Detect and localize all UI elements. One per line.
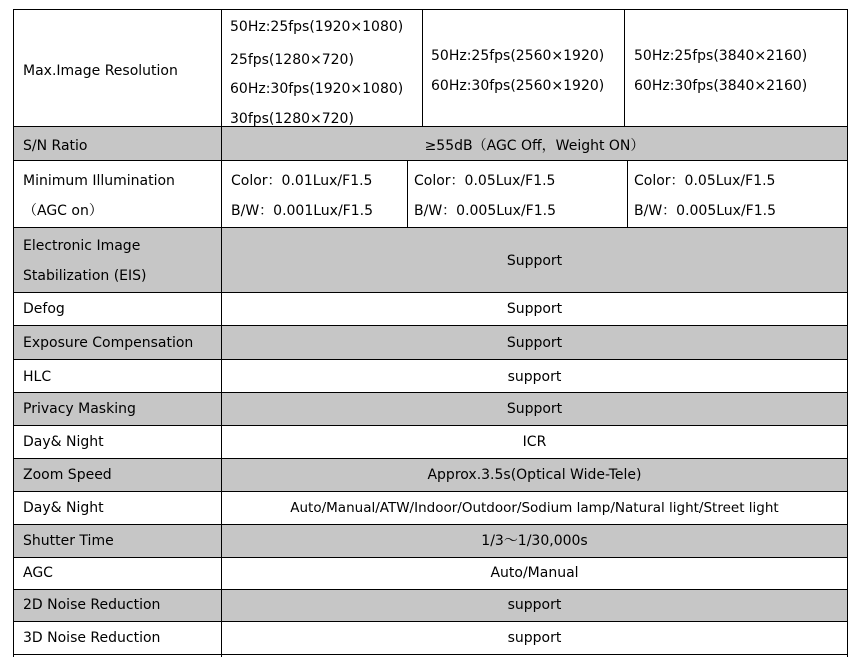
- value-hlc: support: [507, 369, 562, 385]
- res-col1-line4: 30fps(1280×720): [230, 111, 354, 126]
- res-col3-line1: 50Hz:25fps(3840×2160): [634, 48, 808, 64]
- label-hlc: HLC: [23, 369, 52, 385]
- h-border-12: [13, 557, 848, 558]
- col-divider-illum-2: [627, 161, 628, 227]
- label-defog: Defog: [23, 301, 65, 317]
- h-border-2: [13, 160, 848, 161]
- h-border-8: [13, 425, 848, 426]
- illum-col2-line1: Color：0.05Lux/F1.5: [414, 173, 556, 189]
- label-day-night-1: Day& Night: [23, 434, 104, 450]
- illum-col3-line1: Color：0.05Lux/F1.5: [634, 173, 776, 189]
- table-left-border: [13, 9, 14, 657]
- res-col3-line2: 60Hz:30fps(3840×2160): [634, 78, 808, 94]
- label-exposure: Exposure Compensation: [23, 335, 194, 351]
- label-zoom-speed: Zoom Speed: [23, 467, 112, 483]
- h-border-11: [13, 524, 848, 525]
- label-agc: AGC: [23, 565, 53, 581]
- res-col2-line1: 50Hz:25fps(2560×1920): [431, 48, 605, 64]
- h-border-3: [13, 227, 848, 228]
- res-col1-line3: 60Hz:30fps(1920×1080): [230, 81, 404, 97]
- label-nr2d: 2D Noise Reduction: [23, 597, 161, 613]
- col-divider-res-2: [624, 9, 625, 126]
- h-border-6: [13, 359, 848, 360]
- label-eis-1: Electronic Image: [23, 238, 141, 254]
- h-border-9: [13, 458, 848, 459]
- illum-col1-line1: Color：0.01Lux/F1.5: [231, 173, 373, 189]
- h-border-15: [13, 654, 848, 655]
- label-shutter: Shutter Time: [23, 533, 114, 549]
- value-shutter: 1/3～1/30,000s: [481, 533, 588, 549]
- value-sn-ratio: ≥55dB（AGC Off，Weight ON）: [424, 138, 645, 154]
- label-min-illumination-2: （AGC on）: [23, 203, 103, 219]
- h-border-0: [13, 9, 848, 10]
- h-border-13: [13, 589, 848, 590]
- label-nr3d: 3D Noise Reduction: [23, 630, 161, 646]
- res-col1-line2: 25fps(1280×720): [230, 52, 354, 68]
- h-border-10: [13, 491, 848, 492]
- h-border-7: [13, 392, 848, 393]
- illum-col2-line2: B/W：0.005Lux/F1.5: [414, 203, 556, 219]
- res-col1-clip: [222, 10, 422, 126]
- col-divider-res-1: [422, 9, 423, 126]
- value-eis: Support: [506, 253, 563, 269]
- label-eis-2: Stabilization (EIS): [23, 268, 147, 284]
- label-max-resolution: Max.Image Resolution: [23, 63, 178, 79]
- table-right-border: [847, 9, 848, 657]
- label-privacy: Privacy Masking: [23, 401, 136, 417]
- res-col1-line1: 50Hz:25fps(1920×1080): [230, 19, 404, 35]
- h-border-1: [13, 126, 848, 127]
- res-col2-line2: 60Hz:30fps(2560×1920): [431, 78, 605, 94]
- illum-col1-line2: B/W：0.001Lux/F1.5: [231, 203, 373, 219]
- label-min-illumination-1: Minimum Illumination: [23, 173, 175, 189]
- value-nr2d: support: [507, 597, 562, 613]
- label-sn-ratio: S/N Ratio: [23, 138, 88, 154]
- value-nr3d: support: [507, 630, 562, 646]
- value-zoom-speed: Approx.3.5s(Optical Wide-Tele): [427, 467, 642, 483]
- value-exposure: Support: [506, 335, 563, 351]
- h-border-14: [13, 621, 848, 622]
- label-day-night-2: Day& Night: [23, 500, 104, 516]
- h-border-5: [13, 325, 848, 326]
- h-border-4: [13, 292, 848, 293]
- col-divider-illum-1: [407, 161, 408, 227]
- value-privacy: Support: [506, 401, 563, 417]
- value-agc: Auto/Manual: [490, 565, 579, 581]
- value-day-night-2: Auto/Manual/ATW/Indoor/Outdoor/Sodium lamp/Natural light/Street light: [290, 500, 779, 516]
- illum-col3-line2: B/W：0.005Lux/F1.5: [634, 203, 776, 219]
- value-day-night-1: ICR: [522, 434, 547, 450]
- value-defog: Support: [506, 301, 563, 317]
